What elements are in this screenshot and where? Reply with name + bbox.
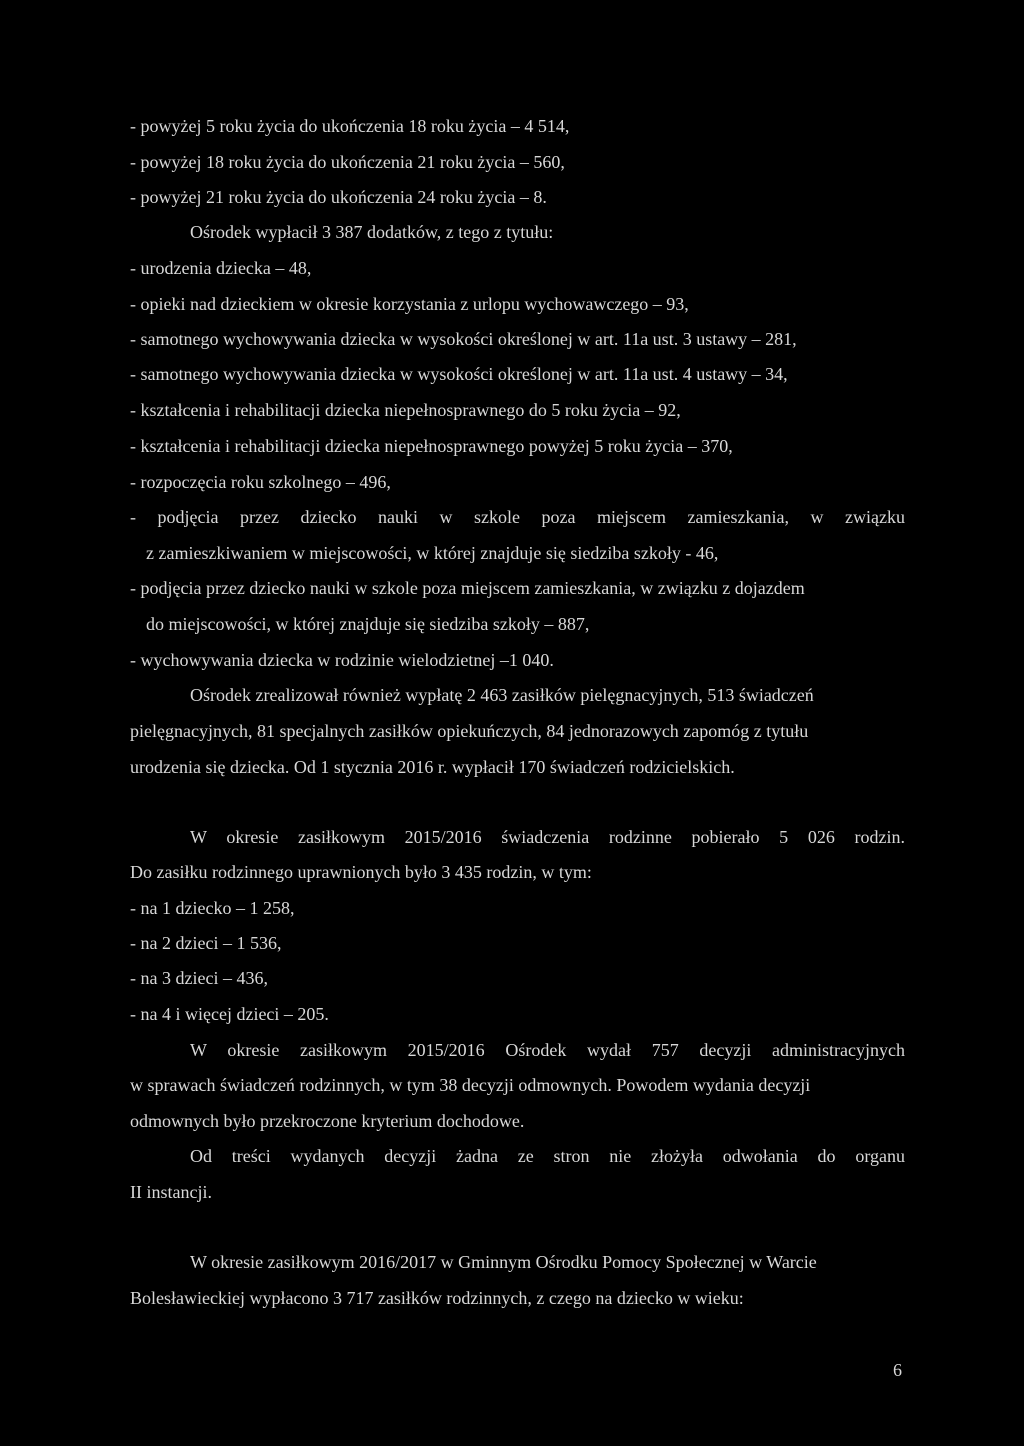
justified-text: W okresie zasiłkowym 2015/2016 Ośrodek wydał 757 decyzji administracyjnych <box>190 1040 905 1060</box>
justified-text: W okresie zasiłkowym 2015/2016 świadczenia rodzinne pobierało 5 026 rodzin. <box>190 827 905 847</box>
page-number: 6 <box>893 1360 902 1380</box>
text-line: urodzenia się dziecka. Od 1 stycznia 2016 r. wypłacił 170 świadczeń rodzicielskich. <box>130 757 735 777</box>
text-line: - opieki nad dzieckiem w okresie korzystania z urlopu wychowawczego – 93, <box>130 294 689 314</box>
justified-text-line <box>130 505 905 529</box>
text-line: - samotnego wychowywania dziecka w wysokości określonej w art. 11a ust. 3 ustawy – 281, <box>130 329 797 349</box>
text-line: - samotnego wychowywania dziecka w wysokości określonej w art. 11a ust. 4 ustawy – 34, <box>130 364 788 384</box>
text-line: - podjęcia przez dziecko nauki w szkole poza miejscem zamieszkania, w związku z dojazdem <box>130 578 805 598</box>
text-line: - powyżej 5 roku życia do ukończenia 18 roku życia – 4 514, <box>130 116 570 136</box>
justified-text-line <box>190 1038 905 1062</box>
text-line: Ośrodek wypłacił 3 387 dodatków, z tego z tytułu: <box>190 222 554 242</box>
text-line: - wychowywania dziecka w rodzinie wielodzietnej –1 040. <box>130 650 554 670</box>
text-line: Bolesławieckiej wypłacono 3 717 zasiłków rodzinnych, z czego na dziecko w wieku: <box>130 1288 744 1308</box>
text-line: - na 1 dziecko – 1 258, <box>130 898 295 918</box>
text-line: odmownych było przekroczone kryterium dochodowe. <box>130 1111 525 1131</box>
text-line: - na 3 dzieci – 436, <box>130 968 268 988</box>
text-line: - rozpoczęcia roku szkolnego – 496, <box>130 472 391 492</box>
justified-text: Od treści wydanych decyzji żadna ze stron nie złożyła odwołania do organu <box>190 1146 905 1166</box>
text-line: - powyżej 18 roku życia do ukończenia 21 roku życia – 560, <box>130 152 565 172</box>
text-line: Ośrodek zrealizował również wypłatę 2 463 zasiłków pielęgnacyjnych, 513 świadczeń <box>190 685 814 705</box>
justified-text-line <box>190 825 905 849</box>
text-line: - na 2 dzieci – 1 536, <box>130 933 282 953</box>
justified-text-line <box>190 1144 905 1168</box>
text-line: w sprawach świadczeń rodzinnych, w tym 38 decyzji odmownych. Powodem wydania decyzji <box>130 1075 811 1095</box>
text-line: - powyżej 21 roku życia do ukończenia 24 roku życia – 8. <box>130 187 547 207</box>
text-line: II instancji. <box>130 1182 212 1202</box>
text-line: z zamieszkiwaniem w miejscowości, w której znajduje się siedziba szkoły - 46, <box>146 543 719 563</box>
text-line: W okresie zasiłkowym 2016/2017 w Gminnym Ośrodku Pomocy Społecznej w Warcie <box>190 1252 817 1272</box>
text-line: do miejscowości, w której znajduje się siedziba szkoły – 887, <box>146 614 590 634</box>
text-line: Do zasiłku rodzinnego uprawnionych było 3 435 rodzin, w tym: <box>130 862 592 882</box>
text-line: - kształcenia i rehabilitacji dziecka niepełnosprawnego powyżej 5 roku życia – 370, <box>130 436 733 456</box>
text-line: - urodzenia dziecka – 48, <box>130 258 312 278</box>
justified-text: - podjęcia przez dziecko nauki w szkole poza miejscem zamieszkania, w związku <box>130 507 905 527</box>
text-line: pielęgnacyjnych, 81 specjalnych zasiłków opiekuńczych, 84 jednorazowych zapomóg z tytułu <box>130 721 809 741</box>
text-line: - kształcenia i rehabilitacji dziecka niepełnosprawnego do 5 roku życia – 92, <box>130 400 681 420</box>
text-line: - na 4 i więcej dzieci – 205. <box>130 1004 329 1024</box>
